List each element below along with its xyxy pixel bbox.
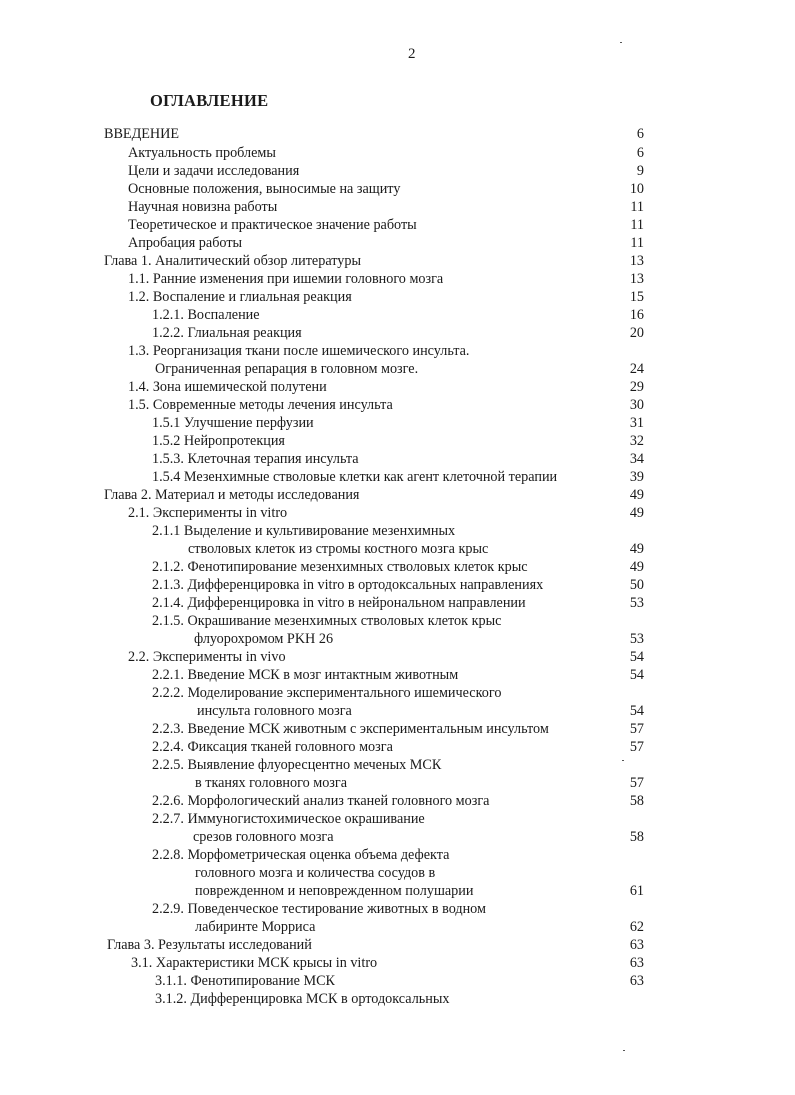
toc-entry [0, 990, 795, 1008]
toc-entry-title: 2.2.7. Иммуногистохимическое окрашивание [152, 811, 425, 827]
toc-entry-page: 39 [629, 469, 644, 485]
toc-entry-title: лабиринте Морриса [195, 919, 316, 935]
toc-entry-page: 20 [629, 325, 644, 341]
toc-entry-page: 53 [629, 595, 644, 611]
toc-entry-page: 29 [629, 379, 644, 395]
toc-entry [0, 594, 795, 612]
scan-speck [620, 42, 622, 43]
toc-entry-title: 2.1.5. Окрашивание мезенхимных стволовых клеток крыс [152, 613, 502, 629]
toc-entry-page: 31 [629, 415, 644, 431]
toc-entry-page: 50 [629, 577, 644, 593]
toc-entry [0, 234, 795, 252]
toc-entry-title: 2.2.4. Фиксация тканей головного мозга [152, 739, 393, 755]
toc-entry-title: Глава 2. Материал и методы исследования [104, 487, 360, 503]
toc-entry-title: 2.1. Эксперименты in vitro [128, 505, 288, 521]
toc-entry [0, 612, 795, 630]
toc-entry-title: 1.5.1 Улучшение перфузии [152, 415, 314, 431]
toc-entry [0, 684, 795, 702]
toc-entry [0, 198, 795, 216]
toc-entry-title: 1.2.2. Глиальная реакция [152, 325, 302, 341]
toc-entry-page: 9 [636, 163, 644, 179]
toc-entry [0, 810, 795, 828]
toc-entry-title: 2.1.1 Выделение и культивирование мезенхимных [152, 523, 456, 539]
toc-entry [0, 252, 795, 270]
toc-entry-title: Ограниченная репарация в головном мозге. [155, 361, 419, 377]
toc-entry [0, 342, 795, 360]
toc-entry-page: 53 [629, 631, 644, 647]
scan-speck [622, 760, 624, 761]
toc-entry [0, 576, 795, 594]
toc-entry-title: Основные положения, выносимые на защиту [128, 181, 401, 197]
toc-entry-title: 1.5.2 Нейропротекция [152, 433, 285, 449]
toc-entry [0, 972, 795, 990]
toc-entry [0, 900, 795, 918]
toc-entry-title: 2.2.9. Поведенческое тестирование животных в водном [152, 901, 486, 917]
toc-entry [0, 288, 795, 306]
toc-entry-title: 1.2. Воспаление и глиальная реакция [128, 289, 352, 305]
toc-entry-page: 54 [629, 649, 644, 665]
toc-entry-page: 63 [629, 973, 644, 989]
toc-entry [0, 666, 795, 684]
toc-entry [0, 450, 795, 468]
toc-entry-title: флуорохромом PKH 26 [194, 631, 334, 647]
toc-entry [0, 702, 795, 720]
toc-entry-title: 2.1.3. Дифференцировка in vitro в ортодоксальных направлениях [152, 577, 544, 593]
toc-entry-page: 6 [636, 126, 644, 142]
toc-entry-title: 2.2.1. Введение МСК в мозг интактным животным [152, 667, 459, 683]
toc-entry [0, 162, 795, 180]
toc-entry-title: в тканях головного мозга [195, 775, 348, 791]
toc-entry-page: 57 [629, 775, 644, 791]
toc-entry-page: 13 [629, 271, 644, 287]
toc-entry-title: срезов головного мозга [193, 829, 334, 845]
toc-entry-title: 2.2.8. Морфометрическая оценка объема дефекта [152, 847, 450, 863]
toc-entry [0, 468, 795, 486]
toc-entry [0, 144, 795, 162]
toc-entry [0, 918, 795, 936]
toc-entry [0, 720, 795, 738]
toc-entry-title: 1.4. Зона ишемической полутени [128, 379, 327, 395]
toc-entry-title: Научная новизна работы [128, 199, 278, 215]
toc-entry-page: 11 [630, 217, 644, 233]
toc-entry [0, 504, 795, 522]
toc-entry-title: 3.1.2. Дифференцировка МСК в ортодоксальных [155, 991, 450, 1007]
toc-entry-title: 2.2.5. Выявление флуоресцентно меченых МСК [152, 757, 442, 773]
toc-entry-title: 2.2.6. Морфологический анализ тканей головного мозга [152, 793, 490, 809]
toc-entry-page: 62 [629, 919, 644, 935]
page-number: 2 [408, 46, 416, 62]
toc-entry [0, 738, 795, 756]
toc-entry-title: Теоретическое и практическое значение работы [128, 217, 417, 233]
toc-entry-page: 13 [629, 253, 644, 269]
toc-entry [0, 396, 795, 414]
toc-entry-page: 57 [629, 721, 644, 737]
toc-entry [0, 414, 795, 432]
toc-entry [0, 954, 795, 972]
toc-entry-title: 3.1.1. Фенотипирование МСК [155, 973, 336, 989]
toc-entry [0, 558, 795, 576]
toc-entry [0, 216, 795, 234]
toc-entry [0, 324, 795, 342]
toc-entry [0, 270, 795, 288]
toc-entry-title: 1.5. Современные методы лечения инсульта [128, 397, 393, 413]
toc-entry-page: 10 [629, 181, 644, 197]
toc-entry [0, 180, 795, 198]
toc-entry [0, 792, 795, 810]
toc-entry-page: 63 [629, 955, 644, 971]
toc-entry-page: 16 [629, 307, 644, 323]
toc-entry-title: 2.2. Эксперименты in vivo [128, 649, 286, 665]
toc-entry-page: 32 [629, 433, 644, 449]
toc-entry-title: 1.5.3. Клеточная терапия инсульта [152, 451, 359, 467]
toc-entry [0, 630, 795, 648]
toc-entry [0, 540, 795, 558]
toc-entry [0, 306, 795, 324]
toc-entry [0, 125, 795, 143]
toc-entry [0, 774, 795, 792]
toc-entry-title: Глава 1. Аналитический обзор литературы [104, 253, 361, 269]
toc-entry [0, 756, 795, 774]
toc-entry-title: Глава 3. Результаты исследований [107, 937, 312, 953]
toc-entry [0, 882, 795, 900]
toc-entry [0, 360, 795, 378]
toc-entry [0, 864, 795, 882]
toc-entry [0, 648, 795, 666]
toc-entry-page: 61 [629, 883, 644, 899]
toc-entry-page: 58 [629, 829, 644, 845]
toc-entry-page: 11 [630, 199, 644, 215]
toc-entry-title: 3.1. Характеристики МСК крысы in vitro [131, 955, 378, 971]
toc-entry [0, 378, 795, 396]
toc-entry-title: Актуальность проблемы [128, 145, 276, 161]
toc-entry-page: 49 [629, 487, 644, 503]
toc-entry-page: 24 [629, 361, 644, 377]
toc-entry-title: 1.5.4 Мезенхимные стволовые клетки как агент клеточной терапии [152, 469, 558, 485]
toc-entry-title: 1.3. Реорганизация ткани после ишемического инсульта. [128, 343, 470, 359]
toc-entry-title: головного мозга и количества сосудов в [195, 865, 436, 881]
toc-entry-page: 49 [629, 559, 644, 575]
toc-entry-page: 63 [629, 937, 644, 953]
toc-entry-page: 15 [629, 289, 644, 305]
toc-entry-page: 49 [629, 541, 644, 557]
toc-entry [0, 936, 795, 954]
toc-title: ОГЛАВЛЕНИЕ [150, 91, 269, 110]
toc-entry-title: 1.1. Ранние изменения при ишемии головного мозга [128, 271, 444, 287]
toc-entry-title: 1.2.1. Воспаление [152, 307, 260, 323]
scan-speck [623, 1050, 625, 1051]
toc-entry-page: 49 [629, 505, 644, 521]
toc-entry-page: 54 [629, 703, 644, 719]
toc-entry-title: Апробация работы [128, 235, 243, 251]
toc-entry [0, 828, 795, 846]
toc-entry-title: Цели и задачи исследования [128, 163, 300, 179]
toc-entry-page: 11 [630, 235, 644, 251]
toc-entry-page: 6 [636, 145, 644, 161]
toc-entry-title: 2.2.2. Моделирование экспериментального ишемического [152, 685, 502, 701]
toc-entry-page: 30 [629, 397, 644, 413]
toc-entry-title: 2.2.3. Введение МСК животным с экспериментальным инсультом [152, 721, 549, 737]
toc-entry-page: 34 [629, 451, 644, 467]
toc-entry-page: 58 [629, 793, 644, 809]
toc-entry [0, 522, 795, 540]
toc-entry [0, 846, 795, 864]
toc-entry-page: 54 [629, 667, 644, 683]
toc-entry-title: поврежденном и неповрежденном полушарии [195, 883, 474, 899]
toc-entry [0, 486, 795, 504]
toc-entry-title: 2.1.2. Фенотипирование мезенхимных стволовых клеток крыс [152, 559, 528, 575]
toc-entry-page: 57 [629, 739, 644, 755]
toc-entry-title: 2.1.4. Дифференцировка in vitro в нейрональном направлении [152, 595, 526, 611]
toc-entry [0, 432, 795, 450]
toc-entry-title: ВВЕДЕНИЕ [104, 126, 180, 142]
toc-entry-title: инсульта головного мозга [197, 703, 352, 719]
toc-entry-title: стволовых клеток из стромы костного мозга крыс [188, 541, 489, 557]
